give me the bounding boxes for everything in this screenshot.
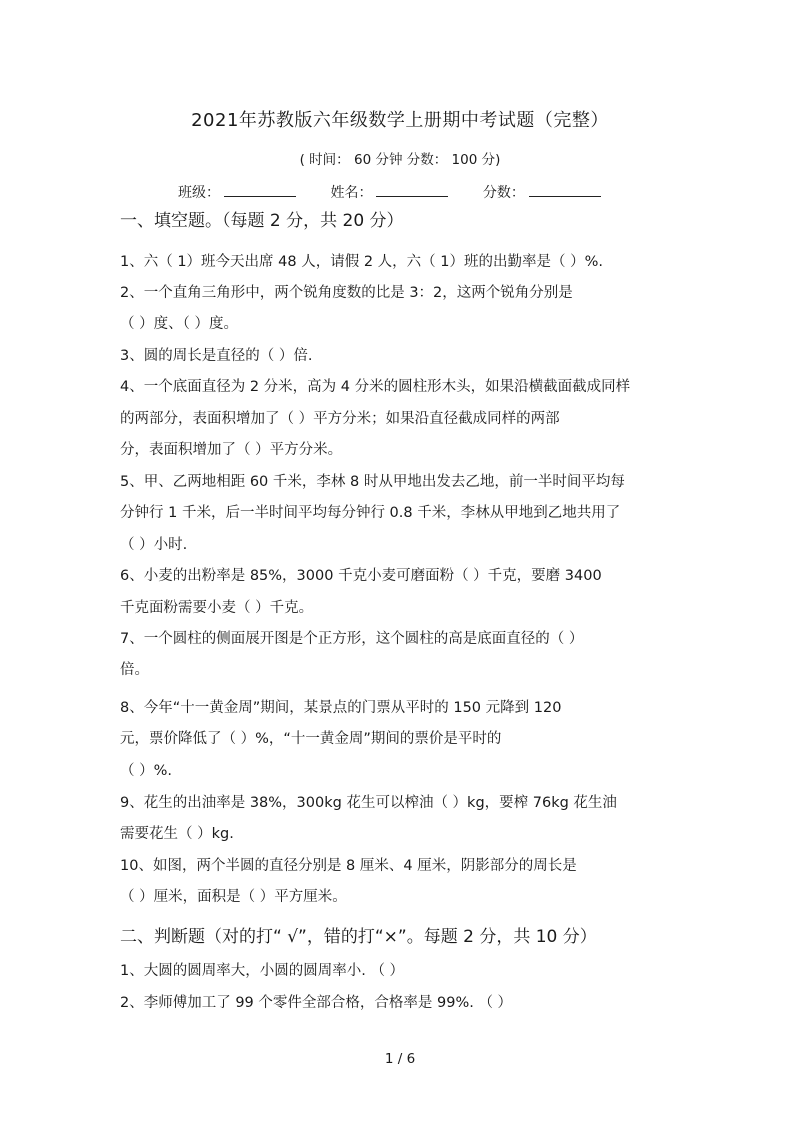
- q2-line-2: （ ）度、（ ）度。: [120, 316, 238, 332]
- name-label: 姓名：: [330, 185, 373, 201]
- q1-line-1: 1、六（ 1）班今天出席 48 人，请假 2 人，六（ 1）班的出勤率是（ ）%.: [120, 254, 604, 270]
- q10-line-2: （ ）厘米，面积是（ ）平方厘米。: [120, 889, 347, 905]
- q2-line-1: 2、一个直角三角形中，两个锐角度数的比是 3：2，这两个锐角分别是: [120, 285, 573, 301]
- student-info-line: [178, 182, 638, 202]
- name-blank[interactable]: [376, 184, 448, 197]
- q4-line-3: 分，表面积增加了（ ）平方分米。: [120, 442, 343, 458]
- q6-line-1: 6、小麦的出粉率是 85%，3000 千克小麦可磨面粉（ ）千克，要磨 3400: [120, 568, 602, 584]
- class-label: 班级：: [178, 185, 220, 201]
- j1-line-1: 1、大圆的圆周率大，小圆的圆周率小. （ ）: [120, 963, 405, 979]
- q4-line-2: 的两部分，表面积增加了（ ）平方分米；如果沿直径截成同样的两部: [120, 411, 560, 427]
- score-blank[interactable]: [529, 184, 601, 197]
- page-number: 1 / 6: [384, 1051, 416, 1067]
- q5-line-2: 分钟行 1 千米，后一半时间平均每分钟行 0.8 千米，李林从甲地到乙地共用了: [120, 505, 621, 521]
- exam-time-score: ( 时间： 60 分钟 分数： 100 分): [299, 152, 501, 168]
- q7-line-1: 7、一个圆柱的侧面展开图是个正方形，这个圆柱的高是底面直径的（ ）: [120, 631, 584, 647]
- q8-line-1: 8、今年“十一黄金周”期间，某景点的门票从平时的 150 元降到 120: [120, 700, 562, 716]
- q8-line-3: （ ）%.: [120, 763, 172, 779]
- score-label: 分数：: [482, 185, 525, 201]
- q10-line-1: 10、如图，两个半圆的直径分别是 8 厘米、4 厘米，阴影部分的周长是: [120, 858, 577, 874]
- j2-line-1: 2、李师傅加工了 99 个零件全部合格，合格率是 99%. （ ）: [120, 995, 513, 1011]
- q9-line-2: 需要花生（ ）kg.: [120, 826, 234, 842]
- q6-line-2: 千克面粉需要小麦（ ）千克。: [120, 600, 314, 616]
- q5-line-3: （ ）小时.: [120, 537, 188, 553]
- q3-line-1: 3、圆的周长是直径的（ ）倍.: [120, 348, 313, 364]
- exam-title: 2021年苏教版六年级数学上册期中考试题（完整）: [191, 110, 609, 131]
- q7-line-2: 倍。: [120, 662, 149, 678]
- q5-line-1: 5、甲、乙两地相距 60 千米，李林 8 时从甲地出发去乙地，前一半时间平均每: [120, 474, 625, 490]
- q8-line-2: 元，票价降低了（ ）%，“十一黄金周”期间的票价是平时的: [120, 731, 502, 747]
- q9-line-1: 9、花生的出油率是 38%，300kg 花生可以榨油（ ）kg，要榨 76kg 花生油: [120, 795, 617, 811]
- class-blank[interactable]: [224, 184, 296, 197]
- section-2-heading: 二、判断题（对的打“ √”，错的打“×”。每题 2 分，共 10 分）: [120, 927, 597, 947]
- score-field: [483, 182, 601, 202]
- section-1-heading: 一、填空题。（每题 2 分，共 20 分）: [120, 211, 404, 231]
- name-field: [330, 182, 448, 202]
- class-field: [178, 182, 296, 202]
- q4-line-1: 4、一个底面直径为 2 分米，高为 4 分米的圆柱形木头，如果沿横截面截成同样: [120, 379, 631, 395]
